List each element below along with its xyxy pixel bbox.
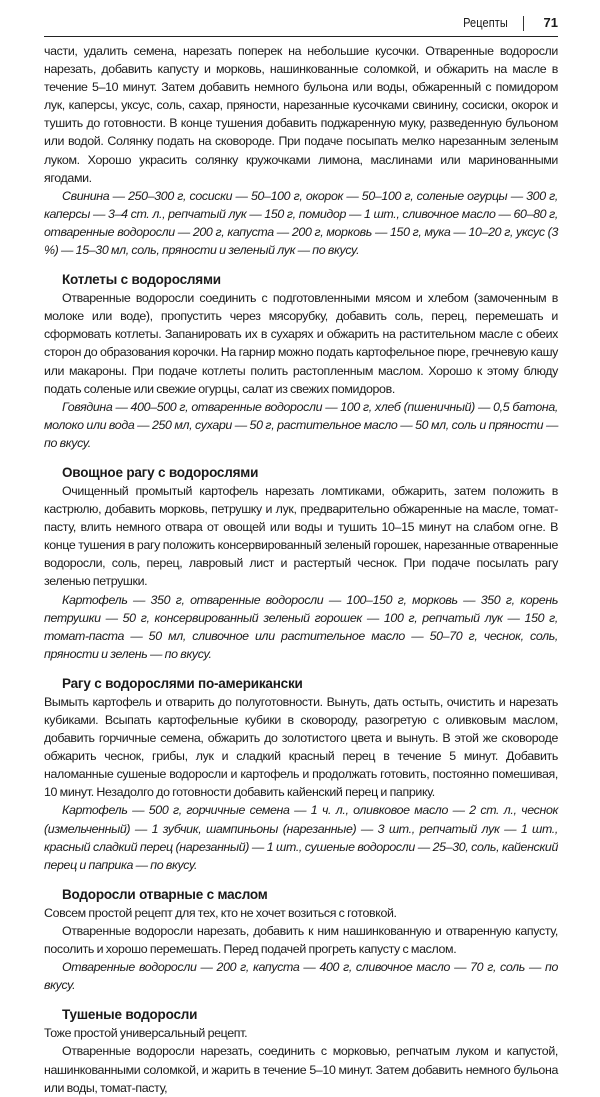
recipe-paragraph: Совсем простой рецепт для тех, кто не хочет возиться с готовкой. xyxy=(44,905,397,920)
ingredients-list: Картофель — 350 г, отваренные водоросли — 100–150 г, морковь — 350 г, корень петрушки — 50 г, консервированный зеленый горошек — 100 г, репчатый лук — 150 г, томат-паста — 50 мл, сливочное или растительное масло — 50–70 г, чеснок, соль, пряности и зелень — по вкусу. xyxy=(44,592,558,661)
recipe-ovoshchnoe-ragu xyxy=(44,464,558,663)
recipe-ragu-po-amerikanski xyxy=(44,675,558,874)
recipe-title: Рагу с водорослями по-американски xyxy=(62,675,303,691)
recipe-tushenye-vodorosli xyxy=(44,1006,558,1096)
page-header xyxy=(44,14,558,37)
recipe-kotlety xyxy=(44,271,558,452)
recipe-vodorosli-otvarnye xyxy=(44,886,558,994)
recipe-title: Овощное рагу с водорослями xyxy=(62,464,259,480)
page-content xyxy=(44,42,558,1097)
recipe-title: Тушеные водоросли xyxy=(62,1007,198,1023)
ingredients-list: Свинина — 250–300 г, сосиски — 50–100 г, окорок — 50–100 г, соленые огурцы — 300 г, каперсы — 3–4 ст. л., репчатый лук — 150 г, помидор — 1 шт., сливочное масло — 60–80 г, отваренные водоросли — 200 г, капуста — 200 г, морковь — 150 г, мука — 10–20 г, уксус (3 %) — 15–30 мл, соль, пряности и зеленый лук — по вкусу. xyxy=(44,188,558,258)
recipe-title: Котлеты с водорослями xyxy=(62,272,221,288)
recipe-paragraph: Тоже простой универсальный рецепт. xyxy=(44,1026,248,1041)
recipe-paragraph: Вымыть картофель и отварить до полуготовности. Вынуть, дать остыть, очистить и нарезать кубиками. Всыпать картофельные кубики в сковороду, разогретую с оливковым маслом, добавить горчичные семена, обжарить до золотистого цвета и вынуть. В этой же сковороде обжарить чеснок, грибы, лук и сладкий красный перец в течение 5 минут. Добавить наломанные сушеные водоросли и картофель и продолжать готовить, постоянно помешивая, 10 минут. Незадолго до готовности добавить кайенский перец и паприку. xyxy=(44,694,558,800)
ingredients-list: Говядина — 400–500 г, отваренные водоросли — 100 г, хлеб (пшеничный) — 0,5 батона, молоко или вода — 250 мл, сухари — 50 г, растительное масло — 50 мл, соль и пряности — по вкусу. xyxy=(44,399,558,450)
recipe-paragraph: Отваренные водоросли соединить с подготовленными мясом и хлебом (замоченным в молоке или воде), пропустить через мясорубку, добавить соль, перец, перемешать и сформовать котлеты. Запанировать их в сухарях и обжарить на растительном масле с обеих сторон до образования корочки. На гарнир можно подать картофельное пюре, гречневую кашу или макароны. При подаче котлеты полить растопленным маслом. Хорошо к этому блюду подать соленые или свежие огурцы, салат из свежих помидоров. xyxy=(44,291,558,396)
page-number: 71 xyxy=(543,15,558,30)
recipe-paragraph: Очищенный промытый картофель нарезать ломтиками, обжарить, затем положить в кастрюлю, добавить морковь, петрушку и лук, предварительно обжаренные на масле, томат-пасту, влить немного отвара от овощей или воды и тушить 10–15 минут на слабом огне. В конце тушения в рагу положить консервированный зеленый горошек, нарезанные отваренные водоросли, соль, перец, лавровый лист и растертый чеснок. При подаче посылать рагу зеленью петрушки. xyxy=(44,483,558,589)
ingredients-list: Отваренные водоросли — 200 г, капуста — 400 г, сливочное масло — 70 г, соль — по вкусу. xyxy=(44,960,558,993)
ingredients-list: Картофель — 500 г, горчичные семена — 1 ч. л., оливковое масло — 2 ст. л., чеснок (измельченный) — 1 зубчик, шампиньоны (нарезанные) — 3 шт., репчатый лук — 1 шт., красный сладкий перец (нарезанный) — 1 шт., сушеные водоросли — 25–30, соль, кайенский перец и паприка — по вкусу. xyxy=(44,803,558,872)
recipe-paragraph: Отваренные водоросли нарезать, соединить с морковью, репчатым луком и капустой, нашинкованными соломкой, и жарить в течение 5–10 минут. Затем добавить немного бульона или воды, томат-пасту, xyxy=(44,1044,558,1095)
recipe-paragraph: Отваренные водоросли нарезать, добавить к ним нашинкованную и отваренную капусту, посолить и хорошо перемешать. Перед подачей прогреть капусту с маслом. xyxy=(44,923,558,957)
continuation-paragraph: части, удалить семена, нарезать поперек на небольшие кусочки. Отваренные водоросли нарезать, добавить капусту и морковь, нашинкованные соломкой, и обжарить на масле в течение 5–10 минут. Затем добавить немного бульона или воды, обжаренный с помидором лук, каперсы, уксус, соль, сахар, пряности, нарезанные кусочками свинину, сосиски, окорок и тушить до готовности. В конце тушения добавить поджаренную муку, разведенную бульоном или водой. Солянку подать на сковороде. При подаче посыпать мелко нарезанным зеленым луком. Хорошо украсить солянку кружочками лимона, маслинами или маринованными ягодами. xyxy=(44,44,558,185)
header-separator xyxy=(523,16,524,31)
recipe-title: Водоросли отварные с маслом xyxy=(62,886,268,902)
running-title: Рецепты xyxy=(463,16,508,30)
